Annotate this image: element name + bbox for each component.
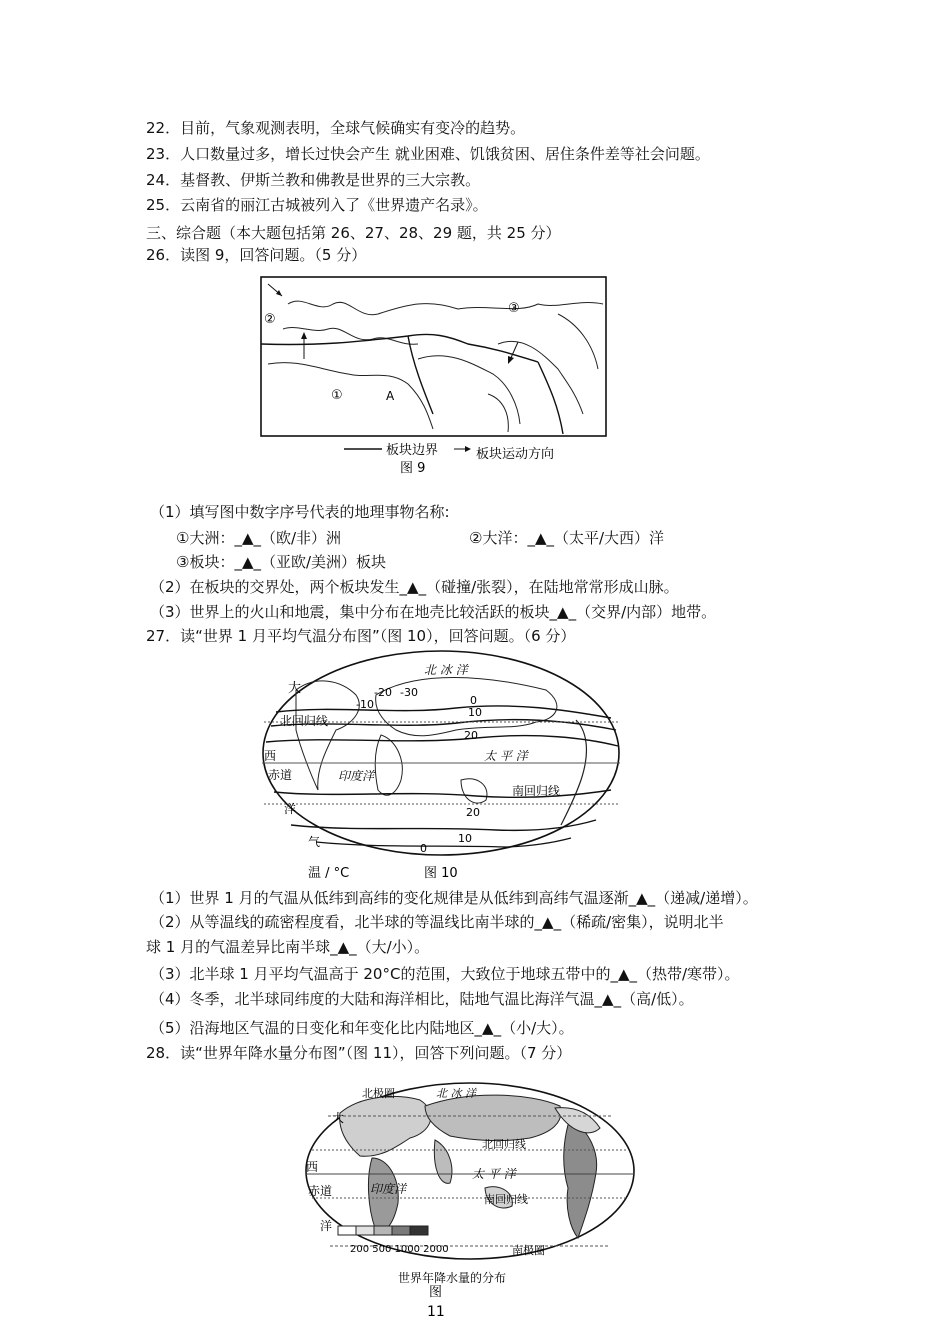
fig11-tropic-s: 南回归线 — [484, 1193, 528, 1206]
question-27-2b: 球 1 月的气温差异比南半球_▲_（大/小）。 — [146, 938, 430, 956]
fig11-equator: 赤道 — [308, 1184, 333, 1198]
question-27: 27．读“世界 1 月平均气温分布图”（图 10），回答问题。（6 分） — [146, 627, 576, 645]
fig9-label-1: ① — [331, 388, 343, 403]
fig11-caption: 图 — [429, 1285, 443, 1300]
fig11-arctic-circle: 北极圈 — [362, 1087, 395, 1100]
question-26-1b: ②大洋：_▲_（太平/大西）洋 — [469, 529, 665, 547]
question-22: 22．目前，气象观测表明，全球气候确实有变冷的趋势。 — [146, 119, 526, 137]
fig11-pacific: 太 平 洋 — [472, 1167, 516, 1181]
fig11-arctic: 北 冰 洋 — [436, 1087, 476, 1100]
fig10-xi: 西 — [264, 749, 277, 763]
fig10-tropic-n: 北回归线 — [280, 714, 329, 728]
question-26-1c: ③板块：_▲_（亚欧/美洲）板块 — [176, 553, 387, 571]
fig10-equator: 赤道 — [268, 768, 293, 782]
page-number: 11 — [427, 1304, 445, 1318]
question-23: 23．人口数量过多，增长过快会产生 就业困难、饥饿贫困、居住条件差等社会问题。 — [146, 145, 710, 163]
figure-10-map — [256, 650, 626, 882]
section-3-heading: 三、综合题（本大题包括第 26、27、28、29 题，共 25 分） — [146, 224, 561, 242]
fig10-s20: 20 — [466, 806, 480, 819]
fig10-i20: 20 — [464, 729, 478, 742]
question-25: 25．云南省的丽江古城被列入了《世界遗产名录》。 — [146, 196, 488, 214]
fig10-caption: 图 10 — [424, 866, 458, 881]
question-27-4: （4）冬季，北半球同纬度的大陆和海洋相比，陆地气温比海洋气温_▲_（高/低）。 — [150, 990, 694, 1008]
fig10-tropic-s: 南回归线 — [512, 784, 561, 798]
question-27-3: （3）北半球 1 月平均气温高于 20°C的范围，大致位于地球五带中的_▲_（热带/寒带）。 — [150, 965, 740, 983]
fig9-legend-direction: 板块运动方向 — [476, 447, 555, 462]
fig9-legend-boundary: 板块边界 — [386, 443, 439, 458]
fig10-s0: 0 — [420, 842, 427, 855]
fig11-xi: 西 — [306, 1160, 319, 1174]
fig10-da: 大 — [288, 681, 302, 696]
fig11-legend-ticks: 200 500 1000 2000 — [350, 1244, 449, 1255]
fig10-pacific: 太 平 洋 — [484, 749, 528, 763]
question-26-2: （2）在板块的交界处，两个板块发生_▲_（碰撞/张裂），在陆地常常形成山脉。 — [150, 578, 679, 596]
fig10-indian: 印度洋 — [338, 769, 375, 783]
question-27-1: （1）世界 1 月的气温从低纬到高纬的变化规律是从低纬到高纬气温逐渐_▲_（递减/递增）。 — [150, 889, 758, 907]
fig10-i10: 10 — [468, 706, 482, 719]
fig10-s10: 10 — [458, 832, 472, 845]
fig10-unit: 温 / °C — [308, 866, 350, 881]
fig9-label-2: ② — [264, 312, 276, 327]
question-26: 26．读图 9，回答问题。（5 分） — [146, 246, 367, 264]
fig10-i0: 0 — [470, 694, 477, 707]
fig11-yang: 洋 — [320, 1219, 333, 1233]
fig9-label-a: A — [386, 389, 395, 403]
fig10-qi: 气 — [308, 835, 321, 849]
fig10-m20: -20 — [374, 686, 392, 699]
question-27-2a: （2）从等温线的疏密程度看，北半球的等温线比南半球的_▲_（稀疏/密集），说明北半 — [150, 913, 724, 931]
fig10-m10: -10 — [356, 698, 374, 711]
question-27-5: （5）沿海地区气温的日变化和年变化比内陆地区_▲_（小/大）。 — [150, 1019, 574, 1037]
question-26-1a: ①大洲：_▲_（欧/非）洲 — [176, 529, 342, 547]
question-24: 24．基督教、伊斯兰教和佛教是世界的三大宗教。 — [146, 171, 481, 189]
fig10-arctic: 北 冰 洋 — [424, 663, 468, 677]
fig11-tropic-n: 北回归线 — [482, 1138, 526, 1151]
figure-11-map — [300, 1078, 640, 1318]
figure-9-map — [258, 274, 610, 474]
question-28: 28．读“世界年降水量分布图”（图 11），回答下列问题。（7 分） — [146, 1044, 572, 1062]
fig10-m30: -30 — [400, 686, 418, 699]
fig9-label-3: ③ — [508, 301, 520, 316]
question-26-1: （1）填写图中数字序号代表的地理事物名称: — [150, 503, 450, 521]
fig9-caption: 图 9 — [400, 461, 426, 474]
question-26-3: （3）世界上的火山和地震，集中分布在地壳比较活跃的板块_▲_（交界/内部）地带。 — [150, 603, 717, 621]
fig11-antarctic-circle: 南极圈 — [512, 1244, 545, 1257]
fig10-yang: 洋 — [284, 802, 297, 816]
fig11-da: 大 — [332, 1111, 345, 1125]
fig11-indian: 印度洋 — [370, 1182, 407, 1196]
fig11-title: 世界年降水量的分布 — [398, 1271, 507, 1285]
